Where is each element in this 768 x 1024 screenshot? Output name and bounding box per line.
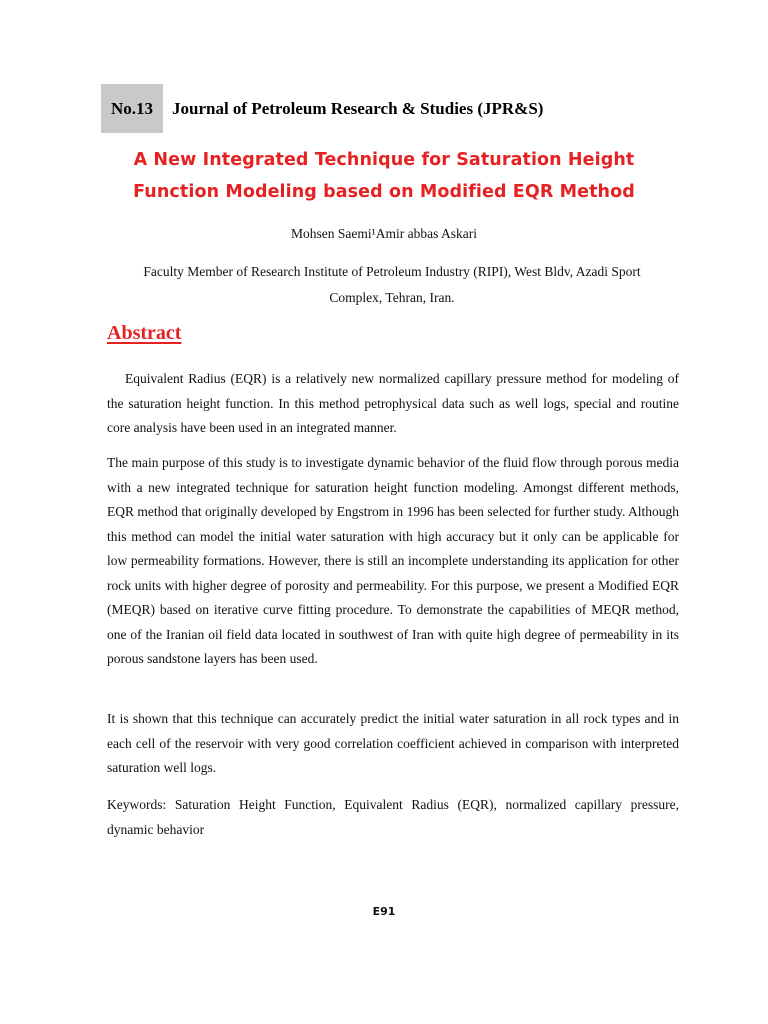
affiliation-line-2: Complex, Tehran, Iran.	[329, 290, 455, 305]
affiliation	[106, 259, 678, 311]
paper-title	[60, 144, 708, 208]
authors: Mohsen Saemi¹Amir abbas Askari	[291, 226, 477, 241]
abstract-paragraph-2: The main purpose of this study is to investigate dynamic behavior of the fluid flow through porous media with a new integrated technique for saturation height function modeling. Amongst different methods, EQR method that originally developed by Engstrom in 1996 has been selected for further study. Although this method can model the initial water saturation with high accuracy but it only can be applicable for low permeability formations. However, there is still an incomplete understanding its application for other rock units with higher degree of porosity and permeability. For this purpose, we present a Modified EQR (MEQR) based on iterative curve fitting procedure. To demonstrate the capabilities of MEQR method, one of the Iranian oil field data located in southwest of Iran with quite high degree of permeability in its porous sandstone layers has been used.	[107, 455, 679, 666]
abstract-paragraph-3: It is shown that this technique can accurately predict the initial water saturation in all rock types and in each cell of the reservoir with very good correlation coefficient achieved in comparison with interpreted saturation well logs.	[107, 711, 679, 775]
journal-header	[101, 84, 543, 133]
issue-number-badge: No.13	[101, 84, 163, 133]
page-number: E91	[372, 905, 396, 918]
journal-name: Journal of Petroleum Research & Studies (JPR&S)	[172, 98, 544, 118]
paper-title-line-2: Function Modeling based on Modified EQR Method	[133, 182, 635, 202]
abstract-paragraph-1: Equivalent Radius (EQR) is a relatively new normalized capillary pressure method for modeling of the saturation height function. In this method petrophysical data such as well logs, special and routine core analysis have been used in an integrated manner.	[107, 371, 679, 435]
abstract-heading: Abstract	[107, 322, 182, 344]
keywords: Keywords: Saturation Height Function, Equivalent Radius (EQR), normalized capillary pressure, dynamic behavior	[107, 797, 679, 837]
paper-title-line-1: A New Integrated Technique for Saturation Height	[133, 150, 635, 170]
affiliation-line-1: Faculty Member of Research Institute of Petroleum Industry (RIPI), West Bldv, Azadi Sport	[143, 264, 641, 279]
